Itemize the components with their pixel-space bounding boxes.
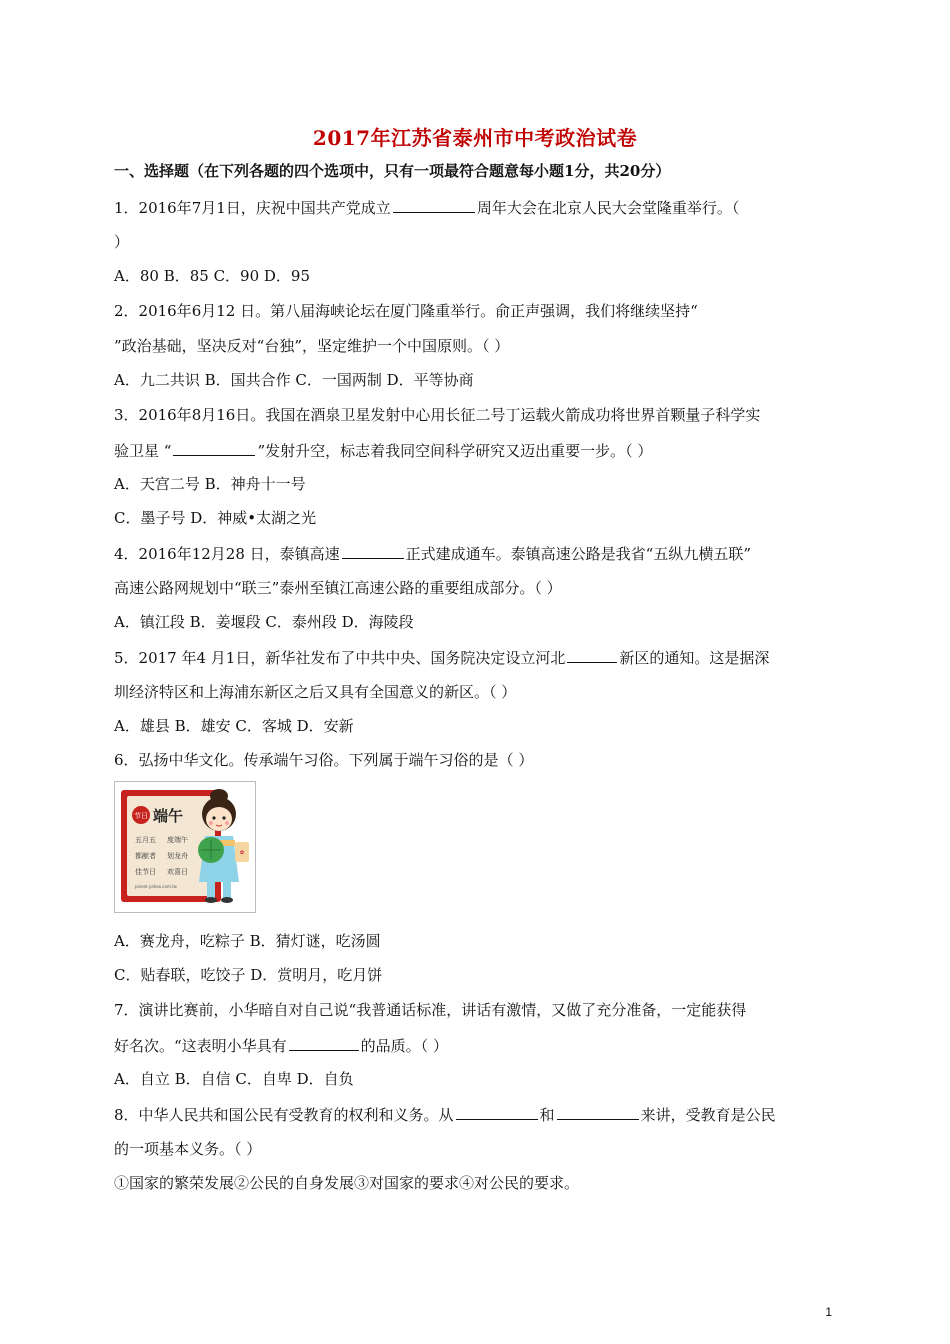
q1-text-after: 周年大会在北京人民大会堂隆重举行。（ [476,199,740,217]
question-7-options: A．自立 B．自信 C．自卑 D．自负 [114,1070,354,1088]
question-3-options-ab: A．天宫二号 B．神舟十一号 [114,475,306,493]
question-7-stem-cont [114,1035,448,1056]
page-title: 2017年江苏省泰州市中考政治试卷 [312,126,638,150]
q5-text-before: 5．2017 年4 月1日，新华社发布了中共中央、国务院决定设立河北 [114,649,566,667]
question-4-stem-cont: 高速公路网规划中“联三”泰州至镇江高速公路的重要组成部分。（ ） [114,579,562,597]
question-1-stem-cont: ） [114,233,130,251]
seal-text: 节日 [134,812,148,820]
q5-text-after: 新区的通知。这是据深 [619,649,770,667]
verse-line: 度端午 [167,836,188,844]
question-4-stem [114,543,751,564]
duanwu-illustration-drawing [115,782,255,912]
verse-line: 佳节日 [135,868,156,876]
q7-text-before: 好名次。“这表明小华具有 [114,1037,287,1055]
answer-blank [456,1104,538,1120]
question-1-options: A．80 B．85 C．90 D．95 [114,267,311,285]
question-8-stem [114,1104,776,1125]
answer-blank [342,543,404,559]
answer-blank [289,1035,359,1051]
question-1-stem [114,197,739,218]
question-3-stem: 3．2016年8月16日。我国在酒泉卫星发射中心用长征二号丁运载火箭成功将世界首颗量子科学实 [114,406,761,424]
answer-blank [393,197,475,213]
question-2-stem-cont: ”政治基础，坚决反对“台独”，坚定维护一个中国原则。（ ） [114,337,510,355]
q3-text-after: ”发射升空，标志着我同空间科学研究又迈出重要一步。（ ） [257,442,653,460]
question-4-options: A．镇江段 B．姜堰段 C．泰州段 D．海陵段 [114,613,414,631]
question-7-stem: 7．演讲比赛前，小华暗自对自己说“我普通话标准，讲话有激情，又做了充分准备，一定能获得 [114,1001,747,1019]
question-5-stem-cont: 圳经济特区和上海浦东新区之后又具有全国意义的新区。（ ） [114,683,517,701]
question-2-stem: 2．2016年6月12 日。第八届海峡论坛在厦门隆重举行。俞正声强调，我们将继续坚持“ [114,302,698,320]
verse-line: 都献者 [135,852,156,860]
question-6-options-cd: C．贴春联，吃饺子 D．赏明月，吃月饼 [114,966,383,984]
q8-text-mid: 和 [539,1106,555,1124]
illustration-title: 端午 [153,807,184,825]
q8-text-before: 8．中华人民共和国公民有受教育的权利和义务。从 [114,1106,454,1124]
verse-line: 五月五 [135,836,156,844]
duanwu-illustration [114,781,256,913]
question-8-stem-cont: 的一项基本义务。（ ） [114,1140,262,1158]
answer-blank [173,440,255,456]
question-6-options-ab: A．赛龙舟，吃粽子 B．猜灯谜，吃汤圆 [114,932,381,950]
question-6-stem: 6．弘扬中华文化。传承端午习俗。下列属于端午习俗的是（ ） [114,751,534,769]
question-2-options: A．九二共识 B．国共合作 C．一国两制 D．平等协商 [114,371,474,389]
question-5-options: A．雄县 B．雄安 C．客城 D．安新 [114,717,354,735]
question-8-statements: ①国家的繁荣发展②公民的自身发展③对国家的要求④对公民的要求。 [114,1174,580,1192]
q4-text-before: 4．2016年12月28 日，泰镇高速 [114,545,340,563]
section-heading: 一、选择题（在下列各题的四个选项中，只有一项最符合题意每小题1分，共20分） [114,162,671,180]
verse-line: 欢喜日 [167,868,188,876]
q3-text-before: 验卫星 “ [114,442,172,460]
question-5-stem [114,647,769,668]
question-3-stem-cont [114,440,652,461]
q7-text-after: 的品质。（ ） [360,1037,448,1055]
q1-text-before: 1．2016年7月1日，庆祝中国共产党成立 [114,199,391,217]
q8-text-after: 来讲，受教育是公民 [640,1106,776,1124]
answer-blank [557,1104,639,1120]
verse-line: 划龙舟 [167,852,188,860]
source-url: pixnet.yahoo.com.tw [135,884,177,889]
svg-text:✿: ✿ [239,850,245,856]
question-3-options-cd: C．墨子号 D．神威•太湖之光 [114,509,317,527]
page-number: 1 [825,1305,832,1319]
q4-text-after: 正式建成通车。泰镇高速公路是我省“五纵九横五联” [405,545,752,563]
answer-blank [567,647,617,663]
